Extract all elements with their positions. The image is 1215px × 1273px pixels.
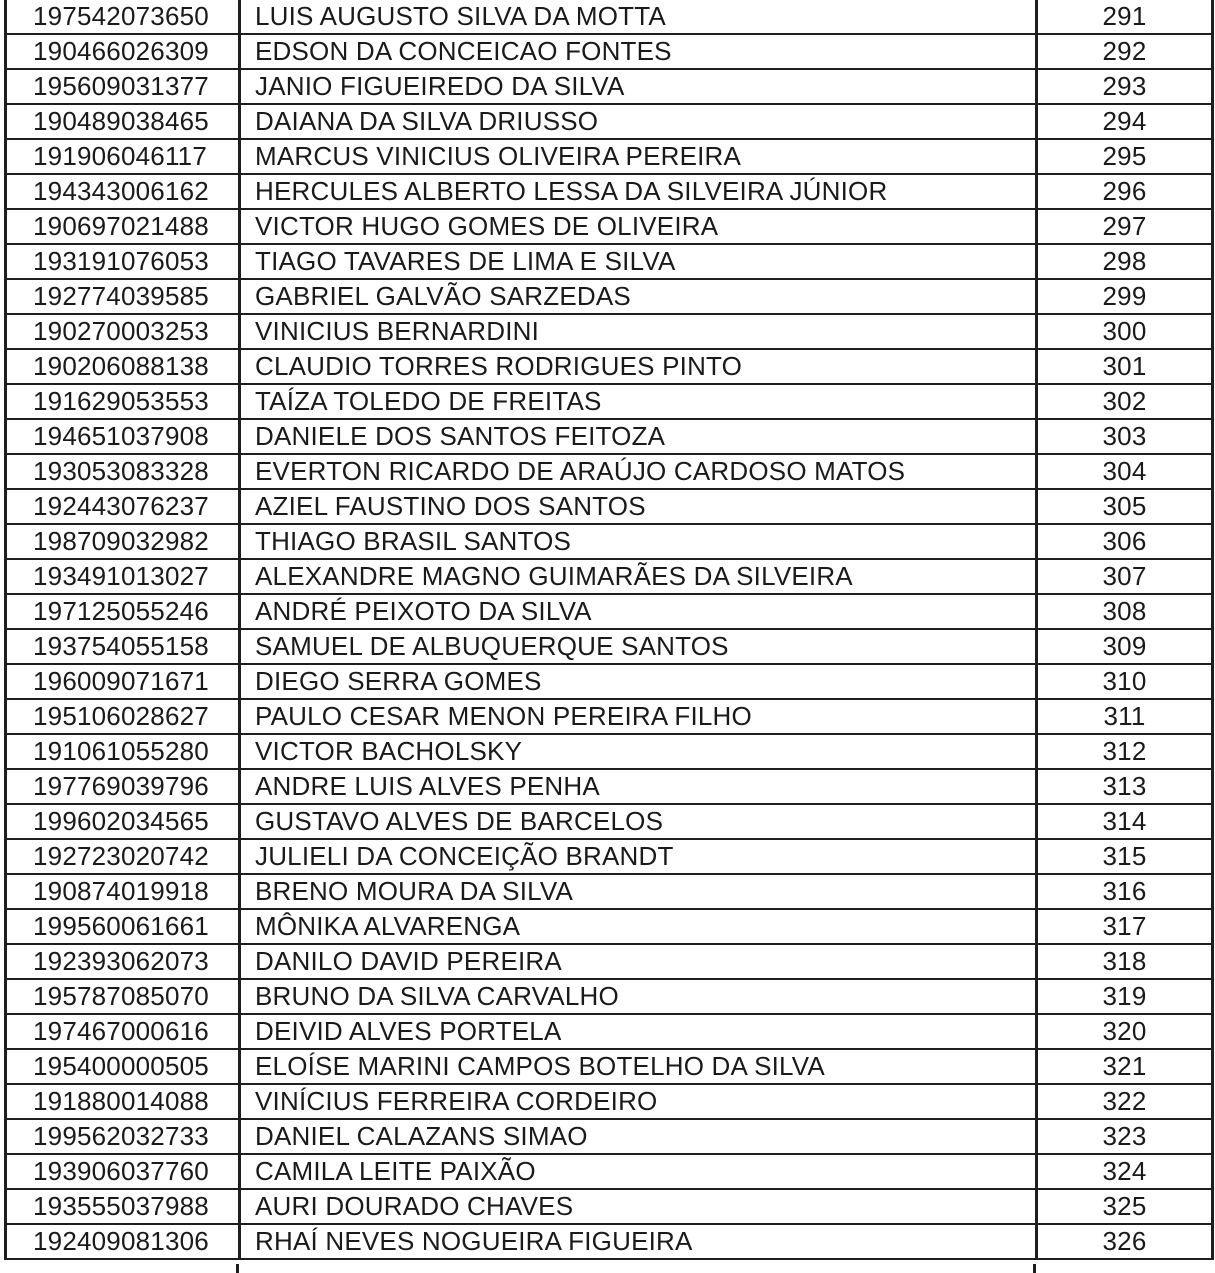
candidate-name-cell: PAULO CESAR MENON PEREIRA FILHO <box>240 699 1037 734</box>
ranking-position-cell: 299 <box>1037 279 1213 314</box>
table-row <box>6 489 1213 524</box>
candidate-name-cell: AZIEL FAUSTINO DOS SANTOS <box>240 489 1037 524</box>
candidate-name-cell: DIEGO SERRA GOMES <box>240 664 1037 699</box>
ranking-position-cell: 311 <box>1037 699 1213 734</box>
ranking-position-cell: 303 <box>1037 419 1213 454</box>
registration-number-cell: 197769039796 <box>6 769 240 804</box>
table-row <box>6 734 1213 769</box>
table-row <box>6 69 1213 104</box>
table-row <box>6 104 1213 139</box>
table-row <box>6 384 1213 419</box>
ranking-position-cell: 304 <box>1037 454 1213 489</box>
ranking-position-cell: 321 <box>1037 1049 1213 1084</box>
ranking-position-cell: 297 <box>1037 209 1213 244</box>
ranking-position-cell: 323 <box>1037 1119 1213 1154</box>
candidate-name-cell: MARCUS VINICIUS OLIVEIRA PEREIRA <box>240 139 1037 174</box>
candidate-name-cell: GABRIEL GALVÃO SARZEDAS <box>240 279 1037 314</box>
ranking-position-cell: 298 <box>1037 244 1213 279</box>
candidate-name-cell: DANIELE DOS SANTOS FEITOZA <box>240 419 1037 454</box>
ranking-position-cell: 309 <box>1037 629 1213 664</box>
table-row <box>6 559 1213 594</box>
ranking-position-cell: 325 <box>1037 1189 1213 1224</box>
table-row <box>6 594 1213 629</box>
ranking-position-cell: 293 <box>1037 69 1213 104</box>
table-row <box>6 1224 1213 1259</box>
ranking-position-cell: 314 <box>1037 804 1213 839</box>
registration-number-cell: 190489038465 <box>6 104 240 139</box>
candidate-name-cell: ALEXANDRE MAGNO GUIMARÃES DA SILVEIRA <box>240 559 1037 594</box>
registration-number-cell: 192393062073 <box>6 944 240 979</box>
registration-number-cell: 195609031377 <box>6 69 240 104</box>
registration-number-cell: 193754055158 <box>6 629 240 664</box>
ranking-position-cell: 322 <box>1037 1084 1213 1119</box>
ranking-position-cell: 305 <box>1037 489 1213 524</box>
candidate-name-cell: TIAGO TAVARES DE LIMA E SILVA <box>240 244 1037 279</box>
table-row <box>6 0 1213 34</box>
candidate-name-cell: AURI DOURADO CHAVES <box>240 1189 1037 1224</box>
registration-number-cell: 197542073650 <box>6 0 240 34</box>
ranking-position-cell: 312 <box>1037 734 1213 769</box>
ranking-position-cell: 324 <box>1037 1154 1213 1189</box>
candidate-name-cell: BRENO MOURA DA SILVA <box>240 874 1037 909</box>
table-row <box>6 664 1213 699</box>
table-row <box>6 454 1213 489</box>
registration-number-cell: 191906046117 <box>6 139 240 174</box>
ranking-position-cell: 295 <box>1037 139 1213 174</box>
table-row <box>6 769 1213 804</box>
candidate-name-cell: MÔNIKA ALVARENGA <box>240 909 1037 944</box>
registration-number-cell: 192443076237 <box>6 489 240 524</box>
registration-number-cell: 199562032733 <box>6 1119 240 1154</box>
candidate-name-cell: SAMUEL DE ALBUQUERQUE SANTOS <box>240 629 1037 664</box>
ranking-position-cell: 317 <box>1037 909 1213 944</box>
candidate-name-cell: VICTOR BACHOLSKY <box>240 734 1037 769</box>
ranking-position-cell: 306 <box>1037 524 1213 559</box>
ranking-position-cell: 315 <box>1037 839 1213 874</box>
registration-number-cell: 193491013027 <box>6 559 240 594</box>
registration-number-cell: 192774039585 <box>6 279 240 314</box>
candidate-name-cell: HERCULES ALBERTO LESSA DA SILVEIRA JÚNIOR <box>240 174 1037 209</box>
table-row <box>6 699 1213 734</box>
registration-number-cell: 197467000616 <box>6 1014 240 1049</box>
table-row <box>6 1189 1213 1224</box>
table-row <box>6 979 1213 1014</box>
registration-number-cell: 195787085070 <box>6 979 240 1014</box>
ranking-position-cell: 326 <box>1037 1224 1213 1259</box>
candidate-name-cell: EDSON DA CONCEICAO FONTES <box>240 34 1037 69</box>
registration-number-cell: 191061055280 <box>6 734 240 769</box>
registration-number-cell: 197125055246 <box>6 594 240 629</box>
table-row <box>6 1049 1213 1084</box>
table-row <box>6 244 1213 279</box>
registration-number-cell: 190697021488 <box>6 209 240 244</box>
ranking-position-cell: 302 <box>1037 384 1213 419</box>
results-table <box>4 0 1214 1260</box>
table-row <box>6 139 1213 174</box>
candidate-name-cell: DEIVID ALVES PORTELA <box>240 1014 1037 1049</box>
registration-number-cell: 190206088138 <box>6 349 240 384</box>
registration-number-cell: 191880014088 <box>6 1084 240 1119</box>
registration-number-cell: 195400000505 <box>6 1049 240 1084</box>
table-row <box>6 804 1213 839</box>
registration-number-cell: 193906037760 <box>6 1154 240 1189</box>
candidate-name-cell: GUSTAVO ALVES DE BARCELOS <box>240 804 1037 839</box>
table-row <box>6 839 1213 874</box>
table-row <box>6 1119 1213 1154</box>
registration-number-cell: 193555037988 <box>6 1189 240 1224</box>
ranking-position-cell: 301 <box>1037 349 1213 384</box>
ranking-position-cell: 291 <box>1037 0 1213 34</box>
registration-number-cell: 199560061661 <box>6 909 240 944</box>
ranking-position-cell: 300 <box>1037 314 1213 349</box>
table-row <box>6 174 1213 209</box>
table-row <box>6 1154 1213 1189</box>
candidate-name-cell: VINICIUS BERNARDINI <box>240 314 1037 349</box>
table-row <box>6 909 1213 944</box>
ranking-position-cell: 296 <box>1037 174 1213 209</box>
ranking-position-cell: 316 <box>1037 874 1213 909</box>
registration-number-cell: 192723020742 <box>6 839 240 874</box>
candidate-name-cell: ANDRE LUIS ALVES PENHA <box>240 769 1037 804</box>
table-row <box>6 209 1213 244</box>
candidate-name-cell: BRUNO DA SILVA CARVALHO <box>240 979 1037 1014</box>
candidate-name-cell: TAÍZA TOLEDO DE FREITAS <box>240 384 1037 419</box>
registration-number-cell: 194343006162 <box>6 174 240 209</box>
registration-number-cell: 193191076053 <box>6 244 240 279</box>
candidate-name-cell: CAMILA LEITE PAIXÃO <box>240 1154 1037 1189</box>
registration-number-cell: 196009071671 <box>6 664 240 699</box>
ranking-position-cell: 307 <box>1037 559 1213 594</box>
ranking-position-cell: 308 <box>1037 594 1213 629</box>
table-row <box>6 349 1213 384</box>
candidate-name-cell: JULIELI DA CONCEIÇÃO BRANDT <box>240 839 1037 874</box>
candidate-name-cell: VINÍCIUS FERREIRA CORDEIRO <box>240 1084 1037 1119</box>
registration-number-cell: 199602034565 <box>6 804 240 839</box>
ranking-position-cell: 294 <box>1037 104 1213 139</box>
table-row <box>6 1084 1213 1119</box>
table-row <box>6 629 1213 664</box>
table-row <box>6 944 1213 979</box>
table-row <box>6 314 1213 349</box>
column-divider-stub <box>236 1264 239 1273</box>
candidate-name-cell: ANDRÉ PEIXOTO DA SILVA <box>240 594 1037 629</box>
candidate-name-cell: DANIEL CALAZANS SIMAO <box>240 1119 1037 1154</box>
candidate-name-cell: EVERTON RICARDO DE ARAÚJO CARDOSO MATOS <box>240 454 1037 489</box>
candidate-name-cell: JANIO FIGUEIREDO DA SILVA <box>240 69 1037 104</box>
candidate-name-cell: DAIANA DA SILVA DRIUSSO <box>240 104 1037 139</box>
candidate-name-cell: LUIS AUGUSTO SILVA DA MOTTA <box>240 0 1037 34</box>
registration-number-cell: 198709032982 <box>6 524 240 559</box>
candidate-name-cell: THIAGO BRASIL SANTOS <box>240 524 1037 559</box>
ranking-position-cell: 310 <box>1037 664 1213 699</box>
registration-number-cell: 195106028627 <box>6 699 240 734</box>
ranking-position-cell: 313 <box>1037 769 1213 804</box>
column-divider-stub <box>1033 1264 1036 1273</box>
table-row <box>6 419 1213 454</box>
ranking-position-cell: 292 <box>1037 34 1213 69</box>
candidate-name-cell: RHAÍ NEVES NOGUEIRA FIGUEIRA <box>240 1224 1037 1259</box>
registration-number-cell: 190270003253 <box>6 314 240 349</box>
ranking-position-cell: 319 <box>1037 979 1213 1014</box>
results-table-body <box>6 0 1213 1259</box>
candidate-name-cell: VICTOR HUGO GOMES DE OLIVEIRA <box>240 209 1037 244</box>
candidate-name-cell: DANILO DAVID PEREIRA <box>240 944 1037 979</box>
registration-number-cell: 192409081306 <box>6 1224 240 1259</box>
registration-number-cell: 194651037908 <box>6 419 240 454</box>
candidate-name-cell: ELOÍSE MARINI CAMPOS BOTELHO DA SILVA <box>240 1049 1037 1084</box>
table-row <box>6 1014 1213 1049</box>
registration-number-cell: 190874019918 <box>6 874 240 909</box>
table-row <box>6 34 1213 69</box>
candidate-name-cell: CLAUDIO TORRES RODRIGUES PINTO <box>240 349 1037 384</box>
ranking-position-cell: 320 <box>1037 1014 1213 1049</box>
registration-number-cell: 190466026309 <box>6 34 240 69</box>
registration-number-cell: 193053083328 <box>6 454 240 489</box>
table-row <box>6 874 1213 909</box>
ranking-position-cell: 318 <box>1037 944 1213 979</box>
table-row <box>6 279 1213 314</box>
registration-number-cell: 191629053553 <box>6 384 240 419</box>
table-row <box>6 524 1213 559</box>
